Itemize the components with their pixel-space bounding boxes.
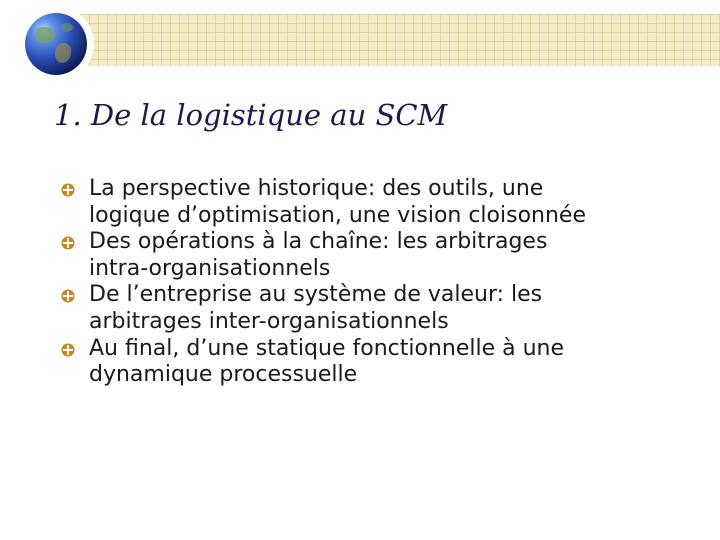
bullet-item	[58, 176, 708, 229]
circle-plus-icon	[61, 236, 75, 250]
bullet-item	[58, 229, 708, 282]
bullet-line: dynamique processuelle	[89, 362, 358, 388]
bullet-line: arbitrages inter-organisationnels	[89, 308, 449, 334]
bullet-line: La perspective historique: des outils, une	[89, 176, 544, 201]
bullet-item	[58, 336, 708, 389]
bullet-list	[58, 176, 708, 389]
circle-plus-icon	[61, 289, 75, 303]
bullet-line: logique d’optimisation, une vision cloisonnée	[89, 202, 586, 228]
slide-title: 1. De la logistique au SCM	[54, 98, 448, 132]
globe-icon	[25, 13, 87, 75]
header-band	[80, 14, 720, 66]
circle-plus-icon	[61, 343, 75, 357]
bullet-line: Au final, d’une statique fonctionnelle à une	[89, 335, 564, 361]
bullet-item	[58, 282, 708, 335]
bullet-line: Des opérations à la chaîne: les arbitrages	[89, 229, 548, 255]
bullet-line: De l’entreprise au système de valeur: les	[89, 282, 543, 308]
circle-plus-icon	[61, 183, 75, 197]
bullet-line: intra-organisationnels	[89, 255, 331, 281]
